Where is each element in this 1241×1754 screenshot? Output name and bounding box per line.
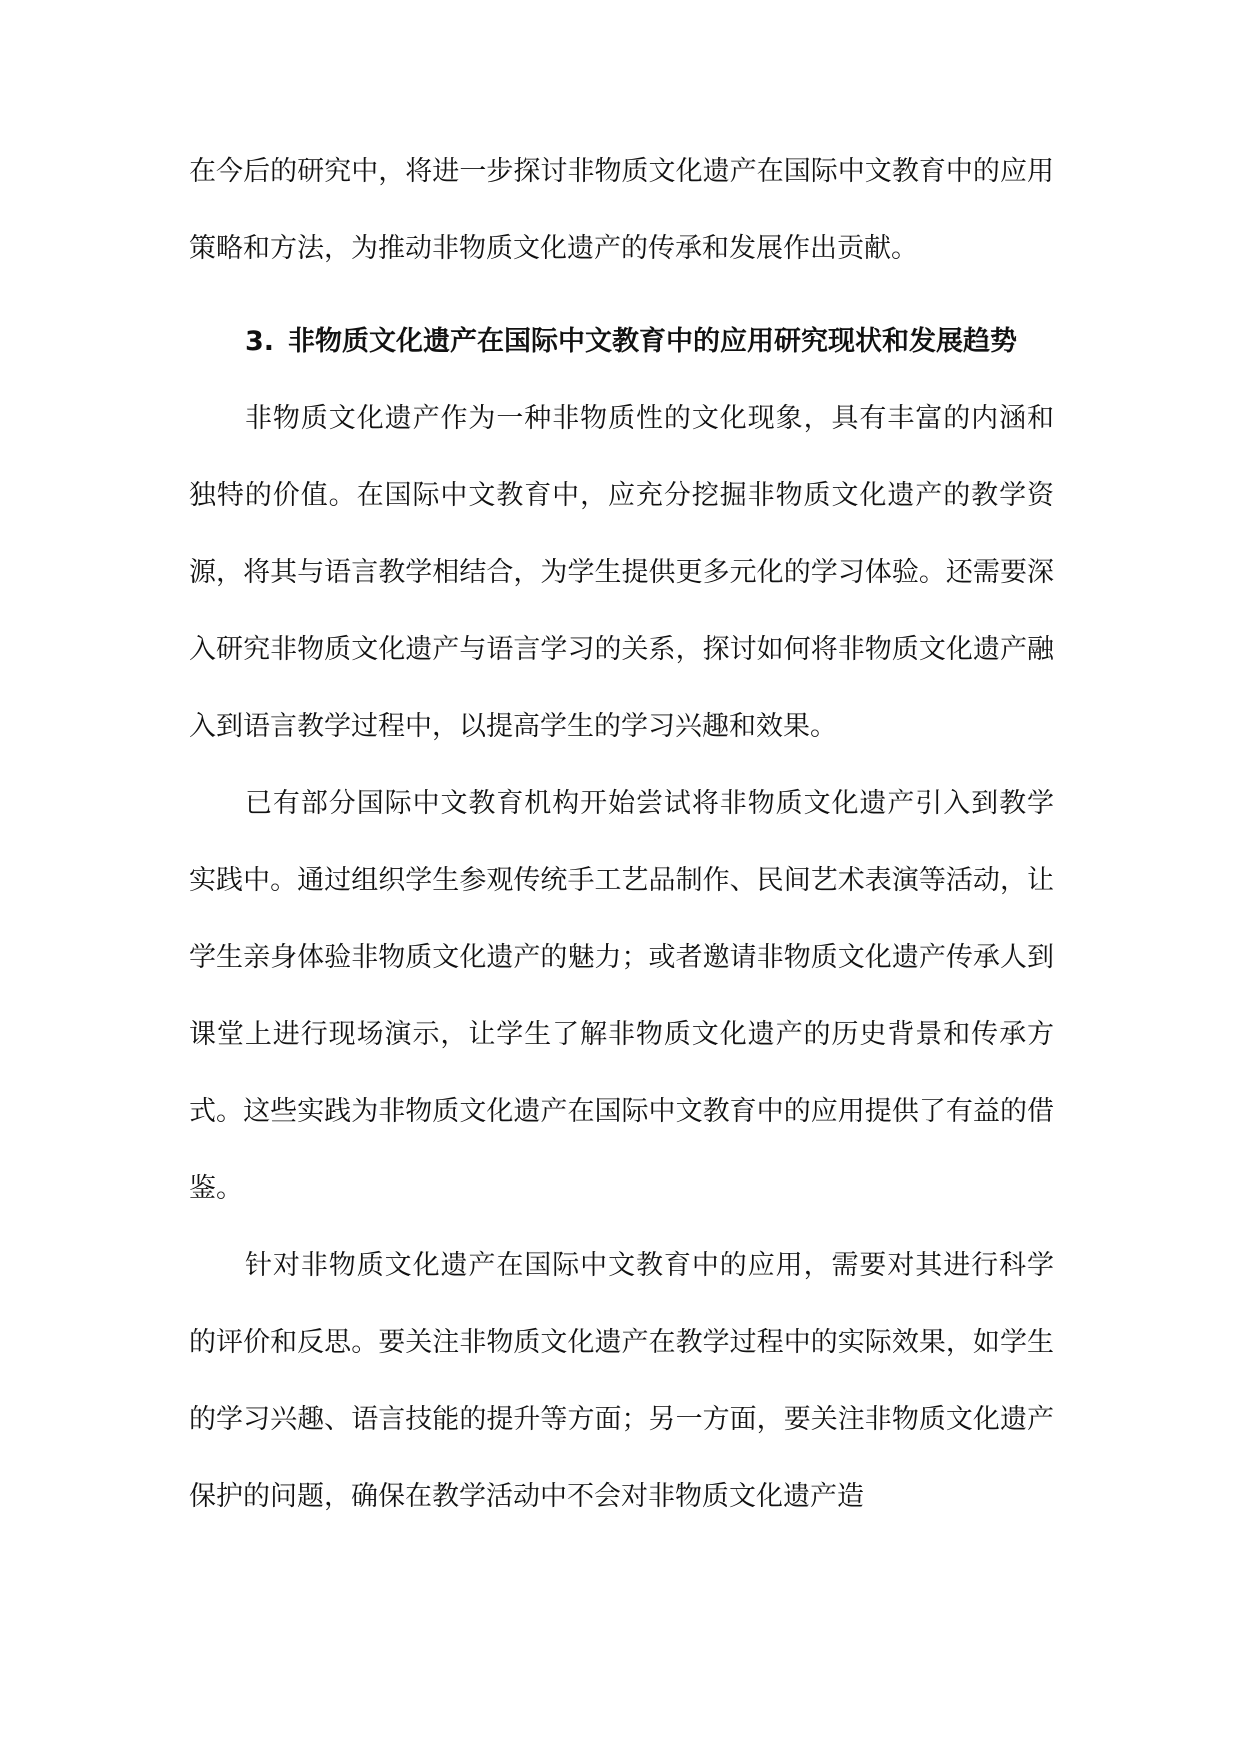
section-title: 非物质文化遗产在国际中文教育中的应用研究现状和发展趋势 bbox=[288, 326, 1018, 357]
intro-paragraph: 在今后的研究中，将进一步探讨非物质文化遗产在国际中文教育中的应用策略和方法，为推动非物质文化遗产的传承和发展作出贡献。 bbox=[189, 156, 1054, 264]
section-number: 3. bbox=[245, 326, 275, 357]
body-paragraph-3: 针对非物质文化遗产在国际中文教育中的应用，需要对其进行科学的评价和反思。要关注非物质文化遗产在教学过程中的实际效果，如学生的学习兴趣、语言技能的提升等方面；另一方面，要关注非物质文化遗产保护的问题，确保在教学活动中不会对非物质文化遗产造 bbox=[189, 1250, 1054, 1512]
body-paragraph-2: 已有部分国际中文教育机构开始尝试将非物质文化遗产引入到教学实践中。通过组织学生参观传统手工艺品制作、民间艺术表演等活动，让学生亲身体验非物质文化遗产的魅力；或者邀请非物质文化遗产传承人到课堂上进行现场演示，让学生了解非物质文化遗产的历史背景和传承方式。这些实践为非物质文化遗产在国际中文教育中的应用提供了有益的借鉴。 bbox=[189, 788, 1054, 1204]
body-paragraph-1: 非物质文化遗产作为一种非物质性的文化现象，具有丰富的内涵和独特的价值。在国际中文教育中，应充分挖掘非物质文化遗产的教学资源，将其与语言教学相结合，为学生提供更多元化的学习体验。还需要深入研究非物质文化遗产与语言学习的关系，探讨如何将非物质文化遗产融入到语言教学过程中，以提高学生的学习兴趣和效果。 bbox=[189, 403, 1054, 742]
section-heading bbox=[189, 303, 1054, 380]
document-body bbox=[189, 133, 1054, 1535]
